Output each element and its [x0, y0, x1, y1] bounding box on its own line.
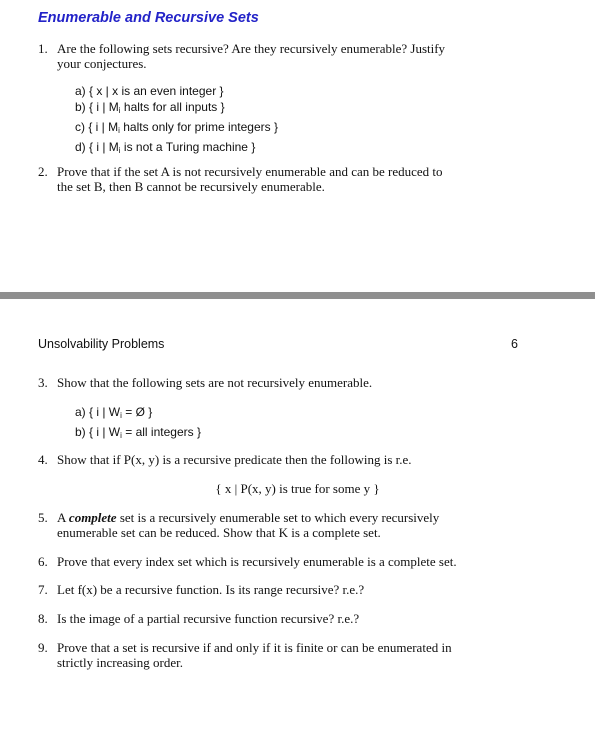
question-3 — [38, 375, 528, 390]
question-7 — [38, 582, 528, 597]
question-number: 5. — [38, 510, 48, 525]
emphasized-term: complete — [68, 510, 117, 525]
question-number: 2. — [38, 164, 48, 179]
question-text: Show that if P(x, y) is a recursive predicate then the following is r.e. — [57, 452, 412, 467]
question-text-line: Prove that a set is recursive if and only if it is finite or can be enumerated in — [57, 640, 452, 655]
list-item: a) { x | x is an even integer } — [75, 84, 224, 98]
question-8 — [38, 611, 528, 626]
list-item: d) { i | $M_i$ is not a Turing machine } — [75, 140, 256, 155]
question-1-items — [75, 83, 278, 159]
question-text-line: A complete set is a recursively enumerable set to which every recursively — [57, 510, 440, 525]
question-text-line: your conjectures. — [57, 56, 147, 71]
question-text-line: strictly increasing order. — [57, 655, 183, 670]
question-number: 7. — [38, 582, 48, 597]
question-3-items — [75, 404, 201, 444]
question-2 — [38, 164, 528, 194]
question-text: Prove that every index set which is recursively enumerable is a complete set. — [57, 554, 457, 569]
question-text-line: Prove that if the set A is not recursively enumerable and can be reduced to — [57, 164, 443, 179]
set-formula: { x | P(x, y) is true for some y } — [215, 481, 380, 496]
question-6 — [38, 554, 528, 569]
section-header: Unsolvability Problems — [38, 337, 165, 351]
question-text-line: enumerable set can be reduced. Show that K is a complete set. — [57, 525, 381, 540]
question-number: 1. — [38, 41, 48, 56]
question-text: Show that the following sets are not recursively enumerable. — [57, 375, 373, 390]
page-title: Enumerable and Recursive Sets — [38, 10, 259, 26]
list-item: c) { i | $M_i$ halts only for prime integers } — [75, 120, 278, 135]
list-item: b) { i | $M_i$ halts for all inputs } — [75, 100, 225, 115]
list-item: b) { i | $W_i$ = all integers } — [75, 425, 201, 440]
question-number: 9. — [38, 640, 48, 655]
list-item: a) { i | $W_i$ = Ø } — [75, 405, 153, 420]
question-text: Is the image of a partial recursive function recursive? r.e.? — [57, 611, 360, 626]
question-text-line: Are the following sets recursive? Are they recursively enumerable? Justify — [57, 41, 446, 56]
page-number: 6 — [511, 337, 518, 351]
question-9 — [38, 640, 528, 670]
question-5 — [38, 510, 528, 540]
question-number: 3. — [38, 375, 48, 390]
page-separator — [0, 292, 595, 299]
question-number: 4. — [38, 452, 48, 467]
question-1 — [38, 41, 528, 71]
question-text-line: the set B, then B cannot be recursively enumerable. — [57, 179, 325, 194]
question-number: 8. — [38, 611, 48, 626]
question-text: Let f(x) be a recursive function. Is its range recursive? r.e.? — [57, 582, 365, 597]
question-4 — [38, 452, 528, 467]
question-number: 6. — [38, 554, 48, 569]
